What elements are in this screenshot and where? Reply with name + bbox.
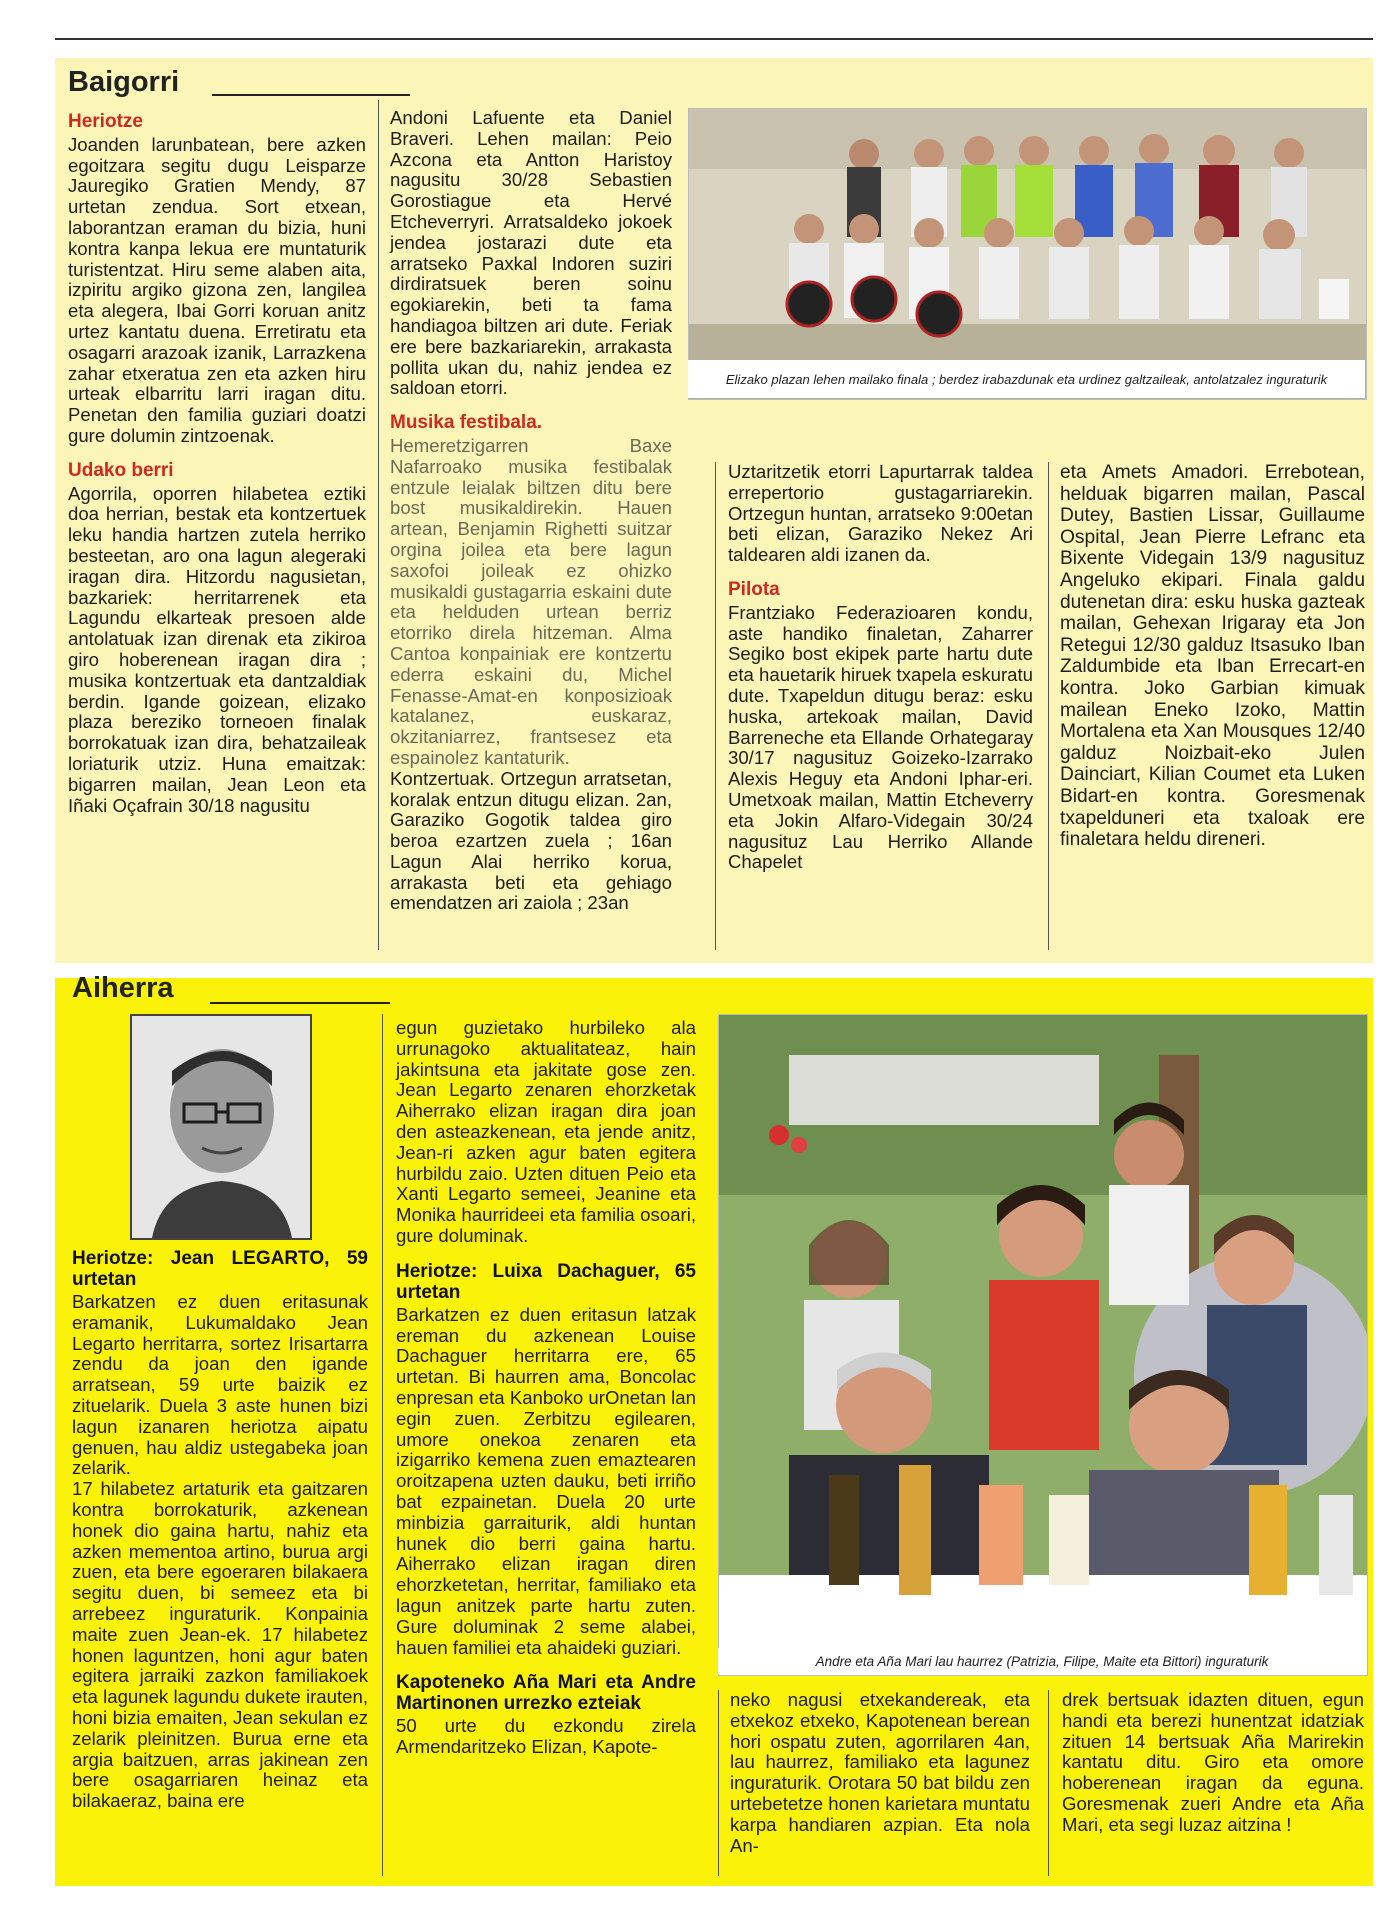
subheading-heriotze-legarto: Heriotze: Jean LEGARTO, 59 urtetan: [72, 1248, 368, 1290]
section-title-baigorri: Baigorri: [68, 66, 180, 98]
column-divider: [1048, 1690, 1049, 1876]
baigorri-column-1: [68, 112, 366, 816]
subheading-udako-berri: Udako berri: [68, 459, 174, 481]
article-text: Frantziako Federazioaren kondu, aste handiko finaletan, Zaharrer Segiko bost ekipek parte hartu dute eta hauetarik hiruek txapela eskuratu dute. Txapeldun ditugu beraz: esku huska, artekoak mailan, David Barreneche eta Ellande Orhategaray 30/17 nagusituz Goizeko-Izarrako Alexis Heguy eta Andoni Iphar-eri. Umetxoak mailan, Mattin Etcheverry eta Jokin Alfaro-Videgain 30/24 nagusituz Lau Herriko Allande Chapelet: [728, 601, 1033, 873]
section-title-rule: [212, 94, 410, 96]
family-photo-illustration: [719, 1015, 1367, 1675]
aiherra-column-4: [1062, 1690, 1364, 1836]
aiherra-column-2: [396, 1018, 696, 1758]
aiherra-column-3: [730, 1690, 1030, 1856]
article-text: 50 urte du ezkondu zirela Armendaritzeko Elizan, Kapote-: [396, 1715, 696, 1758]
players-photo-illustration: [689, 109, 1366, 399]
baigorri-column-2: [390, 108, 672, 914]
portrait-illustration: [132, 1016, 310, 1238]
photo-caption-ezteiak: Andre eta Aña Mari lau haurrez (Patrizia, Filipe, Maite eta Bittori) inguraturik: [718, 1648, 1366, 1674]
subheading-pilota: Pilota: [728, 578, 780, 600]
top-rule: [55, 38, 1373, 40]
subheading-heriotze-dachaguer: Heriotze: Luixa Dachaguer, 65 urtetan: [396, 1260, 696, 1303]
article-text: egun guzietako hurbileko ala urrunagoko aktualitateaz, hain jakintsuna eta jakitate gose zen. Jean Legarto zenaren ehorzketak Aiherrako elizan iragan dira joan den asteazkenean, eta jende anitz, Jean-ri azken agur baten egitera hurbildu zaio. Uzten dituen Peio eta Xanti Legarto semeei, Jeanine eta Monika haurrideei eta familia osoari, gure doluminak.: [396, 1017, 696, 1246]
article-text: Barkatzen ez duen eritasun latzak ereman du azkenean Louise Dachaguer herritarra ere, 65 urtetan. Bi haurren ama, Boncolac enpresan eta Kanboko urOnetan lan egin zuen. Zerbitzu egilearen, umore onekoa zenaren eta izigarriko kemena zuen emaztearen oroitzapena uzten dauku, beti irriño bat ezpainetan. Duela 20 urte minbizia garraiturik, aldi huntan hunek dio berri gaina hartu. Aiherrako elizan iragan diren ehorzketetan, herritar, familiako eta lagun anitzek parte hartu zuten. Gure doluminak 2 seme alabei, hauen familiei eta ahaideki guziari.: [396, 1303, 696, 1658]
column-divider: [1048, 462, 1049, 950]
column-divider: [718, 1690, 719, 1876]
subheading-heriotze: Heriotze: [68, 111, 143, 132]
section-title-aiherra: Aiherra: [72, 972, 174, 1004]
baigorri-column-4: [1060, 462, 1365, 851]
article-text: Joanden larunbatean, bere azken egoitzara segitu dugu Leisparze Jauregiko Gratien Mendy, 87 urtetan zendua. Sort etxean, laborantzan eraman du bizia, huni kontra kanpa lekua ere muntaturik turistentzat. Hiru seme alaben aita, izpiritu argiko gizona zen, langilea eta alegera, Ibai Gorri koruan anitz urtez kantatu duena. Erretiratu eta osagarri arazoak izanik, Larrazkena zahar etxeratua zen eta azken hiru urteak elbarritu larri iragan ditu. Penetan den familia guziari doatzi gure dolumin zintzoenak.: [68, 133, 366, 446]
article-text: Hemeretzigarren Baxe Nafarroako musika festibalak entzule leialak biltzen ditu bere bost musikaldirekin. Hauen artean, Benjamin Righetti suitzar orgina joilea eta bere lagun saxofoi joileak ez ohizko musikaldi gustagarria eskaini dute eta helduden urtean berriz etorriko direla hitzeman. Alma Cantoa konpainiak ere kontzertu ederra eskaini du, Michel Fenasse-Amat-en konposizioak katalanez, euskaraz, okzitaniarrez, frantsesez eta espainolez kantaturik.: [390, 434, 672, 768]
article-text: Andoni Lafuente eta Daniel Braveri. Lehen mailan: Peio Azcona eta Antton Haristoy nagusitu 30/28 Sebastien Gorostiague eta Hervé Etcheverryri. Arratsaldeko jokoek jendea jostarazi dute eta arratseko Paxkal Indoren suziri dirdiratsuek beren soinu egokiarekin, beti ta fama handiagoa biltzen ari dute. Feriak ere bere bazkariarekin, arrakasta pollita ukan du, nahiz jendea ez saldoan etorri.: [390, 107, 672, 399]
article-text: 17 hilabetez artaturik eta gaitzaren kontra borrokaturik, azkenean honek dio gaina hartu, nahiz eta azken mementoa artino, burua argi zuen, eta bere egoeraren bilakaera segitu duen, bi semeez eta bi arrebeez inguraturik. Konpainia maite zuen Jean-ek. 17 hilabetez honen laguntzen, honi agur baten egitera jarraiki zazkon familiakoek eta lagunek lagundu dukete irauten, honi bizia emaiten, Jean sekulan ez zelarik pleinitzen. Burua erne eta argia baitzuen, arras jakinean zen bere osagarriaren heinaz eta bilakaeraz, baina ere: [72, 1478, 368, 1812]
article-text: eta Amets Amadori. Errebotean, helduak bigarren mailan, Pascal Dutey, Bastien Lissar, Guillaume Ospital, Jean Pierre Lefranc eta Bixente Videgain 13/9 nagusituz Angeluko ekipari. Finala galdu dutenetan dira: esku huska gazteak mailan, Gehexan Irigaray eta Jon Retegui 12/30 galduz Itsasuko Iban Zaldumbide eta Iban Errecart-en kontra. Joko Garbian kimuak mailean Eneko Izoko, Mattin Mortalena eta Xan Mousques 12/40 galduz Noizbait-eko Julen Dainciart, Kilian Coumet eta Luken Bidart-en kontra. Goresmenak txapelduneri eta txaloak ere finaletara heldu direneri.: [1060, 462, 1365, 851]
article-text: drek bertsuak idazten dituen, egun handi eta berezi hunentzat idatziak zituen 14 bertsuak Aña Marirekin kantatu ditu. Giro eta omore hoberenean iragan da eguna. Goresmenak zueri Andre eta Aña Mari, eta segi luzaz aitzina !: [1062, 1689, 1364, 1835]
aiherra-column-1: [72, 1248, 368, 1812]
article-text: Agorrila, oporren hilabetea eztiki doa herrian, bestak eta kontzertuek leku handia hartzen zutela herriko besteetan, aro ona lagun alegeraki iragan dira. Hitzordu nagusietan, bazkariek: herritarrenek eta Lagundu elkarteak presoen alde antolatuak izan direnak eta zikiroa giro hoberenean iragan dira ; musika kontzertuak eta dantzaldiak berdin. Igande goizean, elizako plaza bereziko torneoen finalak borrokatuak izan dira, behatzaileak loriaturik utziz. Huna emaitzak: bigarren mailan, Jean Leon eta Iñaki Oçafrain 30/18 nagusitu: [68, 482, 366, 816]
baigorri-column-3: [728, 462, 1033, 873]
portrait-jean-legarto: [130, 1014, 312, 1240]
subheading-urrezko-ezteiak: Kapoteneko Aña Mari eta Andre Martinonen urrezko ezteiak: [396, 1672, 696, 1715]
article-text: Kontzertuak. Ortzegun arratsetan, koralak entzun ditugu elizan. 2an, Garaziko Gogotik taldea giro beroa ezartzen zuela ; 16an Lagun Alai herriko korua, arrakasta beti eta gehiago emendatzen ari zaiola ; 23an: [390, 767, 672, 914]
article-text: Uztaritzetik etorri Lapurtarrak taldea errepertorio gustagarriarekin. Ortzegun huntan, arratseko 9:00etan beti elizan, Garaziko Nekez Ari taldearen aldi izanen da.: [728, 461, 1033, 566]
family-photo-ezteiak: [718, 1014, 1368, 1676]
masthead-remnant: [360, 0, 780, 22]
column-divider: [382, 1014, 383, 1876]
subheading-musika-festibala: Musika festibala.: [390, 412, 543, 434]
column-divider: [378, 100, 379, 950]
section-title-rule: [210, 1002, 390, 1004]
column-divider: [715, 462, 716, 950]
group-photo-pilota: [688, 108, 1367, 400]
article-text: neko nagusi etxekandereak, eta etxekoz etxeko, Kapotenean berean hori ospatu zuten, agorrilaren 4an, lau haurrez, familiako eta lagunez inguraturik. Orotara 50 bat bildu zen urtebetetze honen karietara muntatu karpa handiaren azpian. Eta nola An-: [730, 1689, 1030, 1856]
photo-caption-pilota: Elizako plazan lehen mailako finala ; berdez irabazdunak eta urdinez galtzaileak, antolatzalez inguraturik: [688, 360, 1365, 398]
article-text: Barkatzen ez duen eritasunak eramanik, Lukumaldako Jean Legarto herritarra, sortez Irisartarra zendu da joan den igande arratsean, 59 urte baizik ez zituelarik. Duela 3 aste hunen bizi lagun izanaren heriotza aipatu genuen, hau aldiz ustegabeka joan zelarik.: [72, 1291, 368, 1479]
